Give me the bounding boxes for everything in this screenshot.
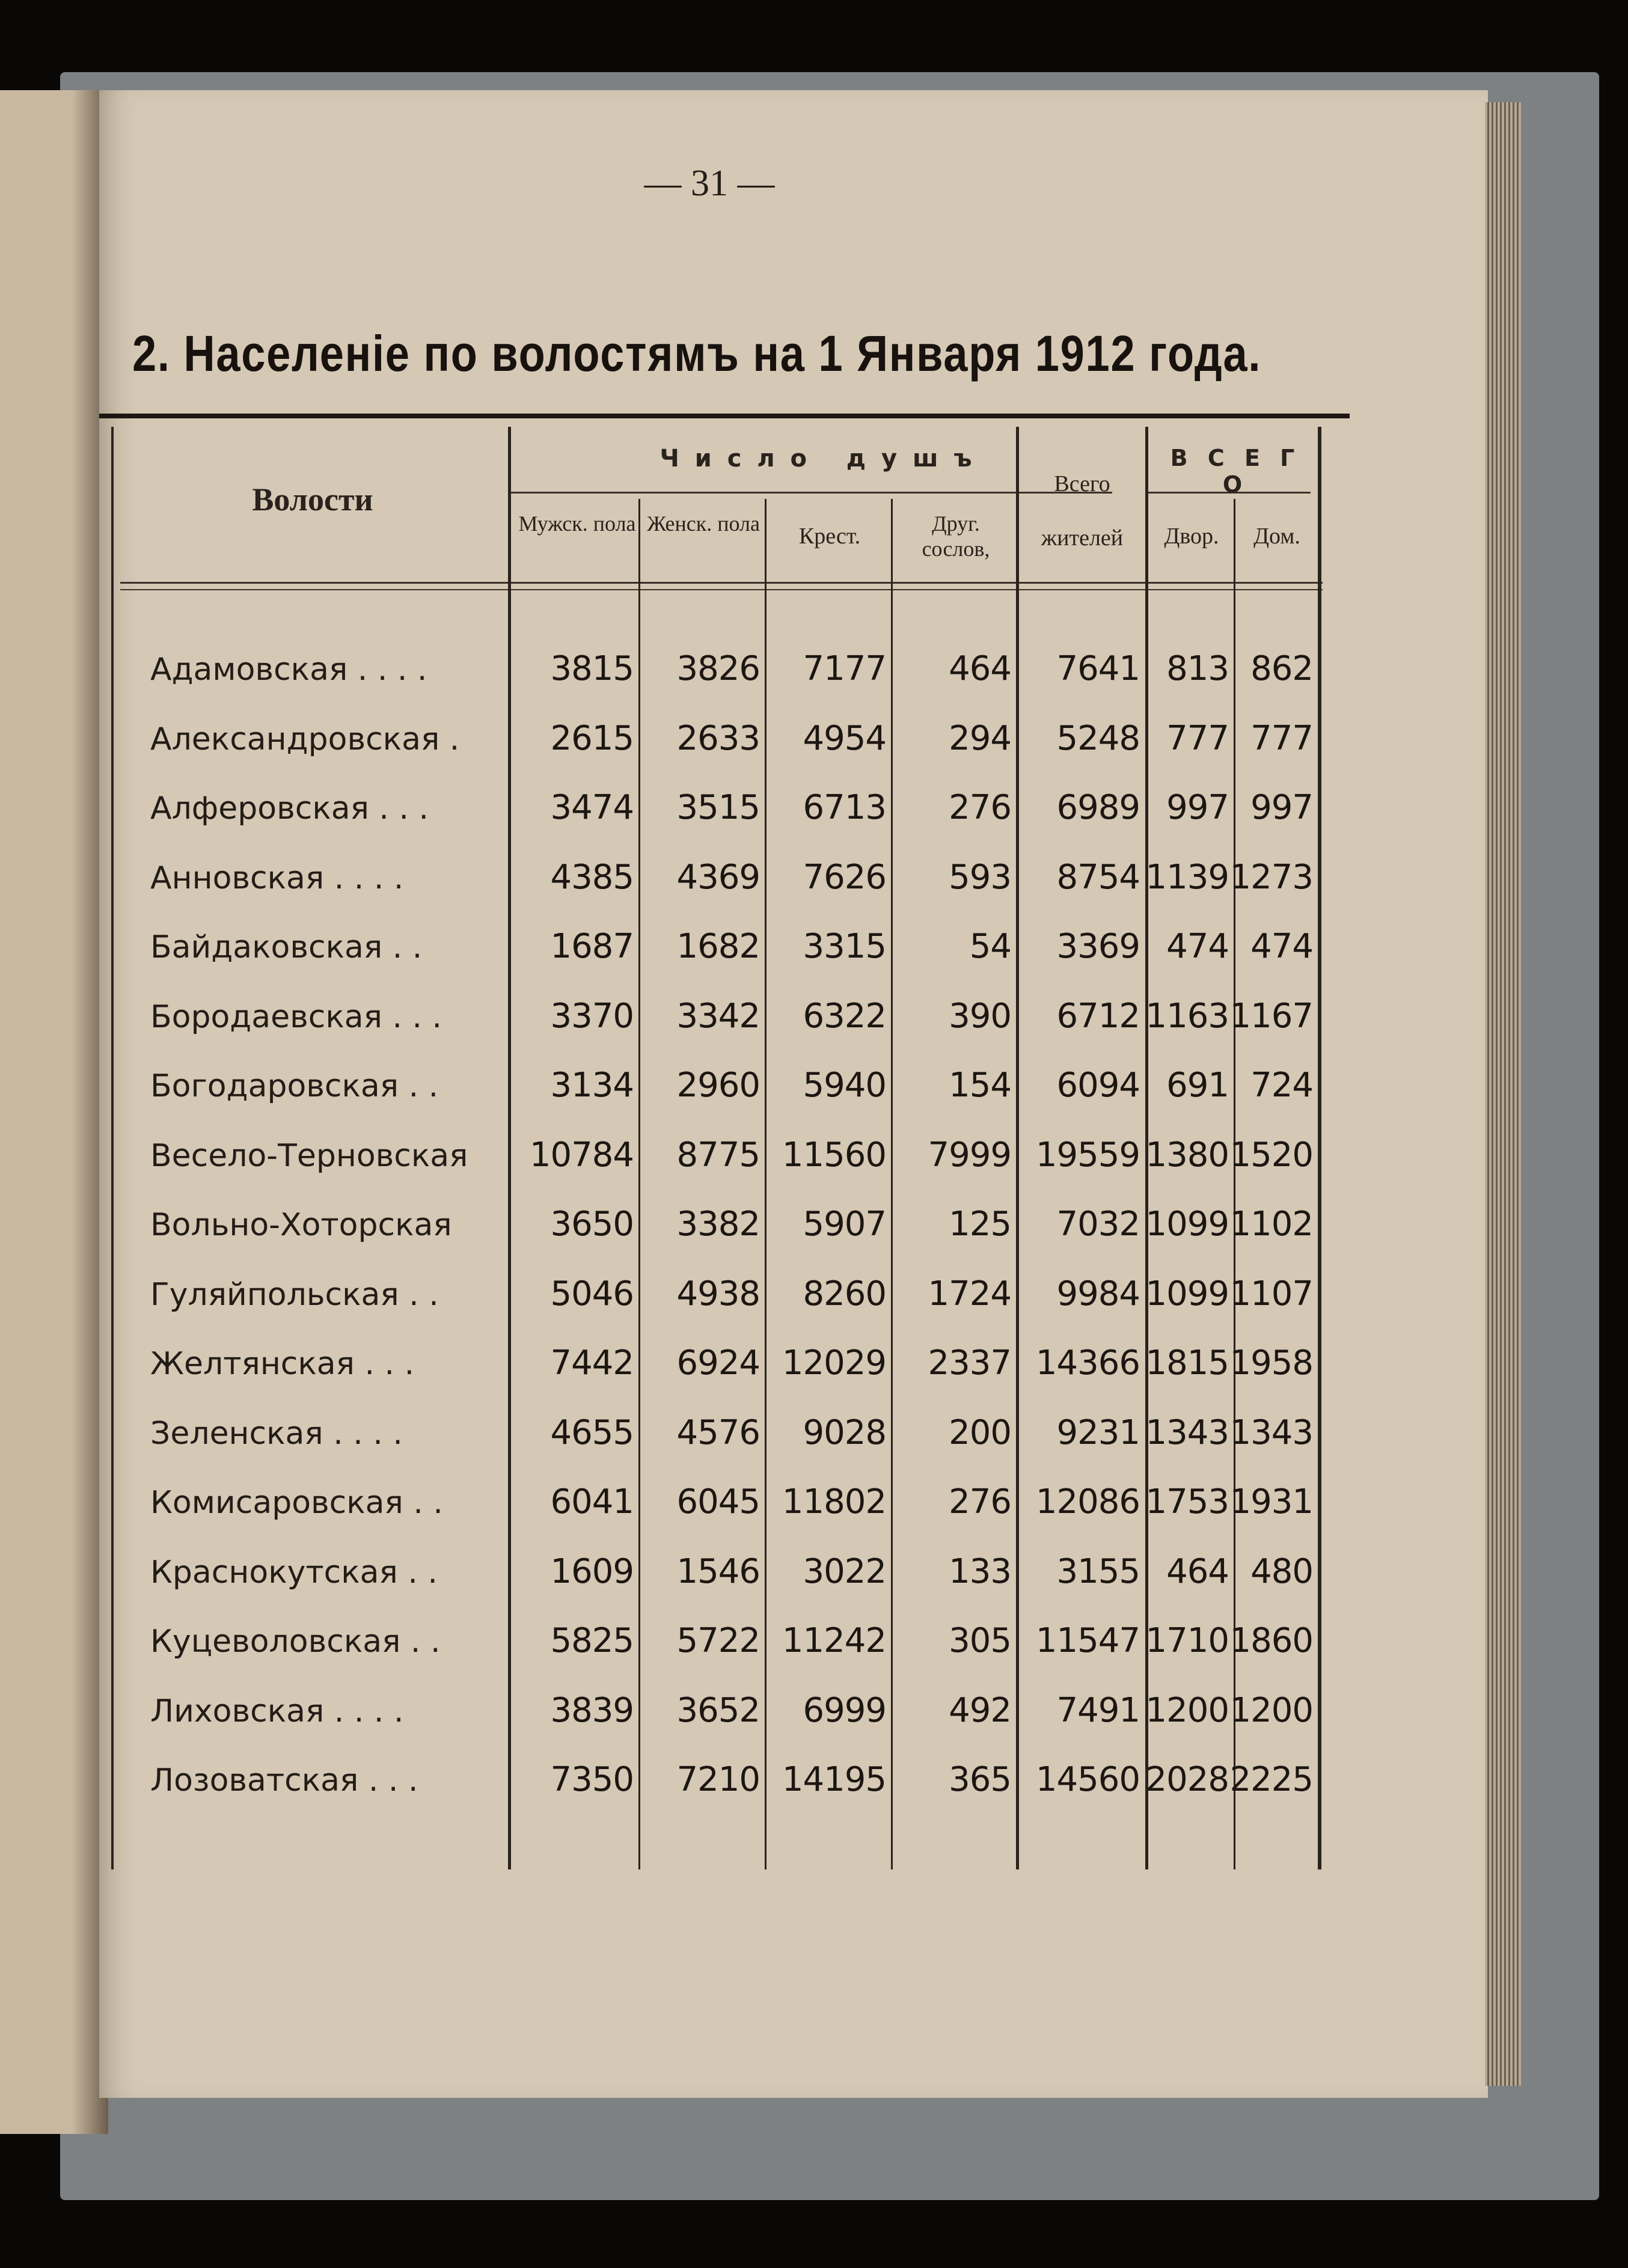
cell-female: 6924 (676, 1343, 760, 1383)
cell-male: 5046 (550, 1274, 634, 1313)
table-right-border (1318, 427, 1321, 1869)
cell-other: 54 (969, 927, 1011, 966)
cell-krest: 5940 (803, 1066, 886, 1105)
cell-male: 6041 (550, 1482, 634, 1521)
title-rule (99, 414, 1350, 418)
header-dom: Дом. (1253, 524, 1300, 549)
cell-krest: 6999 (803, 1690, 886, 1730)
cell-other: 305 (949, 1621, 1011, 1660)
header-vsego: В С Е Г О (1170, 445, 1301, 498)
cell-other: 492 (949, 1690, 1011, 1730)
header-male: Мужск. пола (518, 512, 636, 536)
cell-dom: 1860 (1229, 1621, 1313, 1660)
cell-total: 19559 (1035, 1135, 1140, 1175)
cell-female: 3652 (676, 1690, 760, 1730)
cell-dom: 777 (1250, 718, 1313, 758)
cell-dom: 862 (1250, 649, 1313, 688)
cell-female: 3515 (676, 788, 760, 827)
volost-name: Вольно-Хоторская (150, 1207, 452, 1243)
cell-female: 1682 (676, 927, 760, 966)
cell-female: 2633 (676, 718, 760, 758)
cell-dom: 997 (1250, 788, 1313, 827)
volost-name: Лиховская . . . . (150, 1693, 404, 1729)
cell-male: 1687 (550, 927, 634, 966)
cell-male: 3839 (550, 1690, 634, 1730)
cell-total: 14366 (1035, 1343, 1140, 1383)
cell-dom: 474 (1250, 927, 1313, 966)
cell-dvor: 1815 (1145, 1343, 1229, 1383)
cell-dom: 2225 (1229, 1760, 1313, 1799)
cell-dvor: 1343 (1145, 1413, 1229, 1452)
header-volosti: Волости (252, 481, 373, 518)
column-divider (638, 499, 640, 1869)
cell-total: 6094 (1056, 1066, 1140, 1105)
cell-dom: 1273 (1229, 857, 1313, 897)
cell-female: 4369 (676, 857, 760, 897)
volost-name: Байдаковская . . (150, 929, 423, 965)
cell-total: 12086 (1035, 1482, 1140, 1521)
volost-name: Богодаровская . . (150, 1068, 439, 1104)
volost-name: Краснокутская . . (150, 1554, 438, 1591)
cell-dvor: 1380 (1145, 1135, 1229, 1175)
volost-name: Куцеволовская . . (150, 1624, 441, 1660)
cell-male: 4655 (550, 1413, 634, 1452)
cell-dvor: 1753 (1145, 1482, 1229, 1521)
table-left-border (111, 427, 114, 1869)
cell-female: 4576 (676, 1413, 760, 1452)
page-number: — 31 — (644, 163, 775, 204)
cell-dom: 1200 (1229, 1690, 1313, 1730)
cell-krest: 7626 (803, 857, 886, 897)
cell-male: 10784 (529, 1135, 634, 1175)
cell-male: 7442 (550, 1343, 634, 1383)
cell-krest: 9028 (803, 1413, 886, 1452)
cell-female: 3382 (676, 1205, 760, 1244)
cell-total: 7641 (1056, 649, 1140, 688)
header-rule-double (120, 589, 1323, 590)
cell-male: 5825 (550, 1621, 634, 1660)
cell-other: 294 (949, 718, 1011, 758)
cell-krest: 6322 (803, 996, 886, 1036)
cell-female: 7210 (676, 1760, 760, 1799)
cell-dvor: 777 (1166, 718, 1229, 758)
column-divider (765, 499, 767, 1869)
cell-dvor: 464 (1166, 1551, 1229, 1591)
cell-total: 9984 (1056, 1274, 1140, 1313)
cell-total: 5248 (1056, 718, 1140, 758)
cell-total: 3369 (1056, 927, 1140, 966)
column-divider (1234, 499, 1235, 1869)
cell-dvor: 1163 (1145, 996, 1229, 1036)
cell-krest: 7177 (803, 649, 886, 688)
cell-other: 1724 (928, 1274, 1011, 1313)
cell-other: 200 (949, 1413, 1011, 1452)
cell-krest: 12029 (782, 1343, 886, 1383)
cell-dvor: 1099 (1145, 1274, 1229, 1313)
cell-male: 4385 (550, 857, 634, 897)
cell-dvor: 691 (1166, 1066, 1229, 1105)
volost-name: Александровская . (150, 721, 460, 757)
cell-total: 9231 (1056, 1413, 1140, 1452)
cell-total: 7032 (1056, 1205, 1140, 1244)
cell-other: 276 (949, 1482, 1011, 1521)
cell-krest: 8260 (803, 1274, 886, 1313)
page-edges (1485, 102, 1521, 2086)
column-divider (891, 499, 893, 1869)
cell-male: 3370 (550, 996, 634, 1036)
volost-name: Зеленская . . . . (150, 1415, 403, 1452)
volost-name: Желтянская . . . (150, 1346, 415, 1382)
cell-krest: 6713 (803, 788, 886, 827)
cell-other: 154 (949, 1066, 1011, 1105)
cell-other: 133 (949, 1551, 1011, 1591)
header-chislo-dush: Ч и с л о д у ш ъ (659, 445, 976, 472)
population-table (102, 421, 1329, 1869)
cell-other: 365 (949, 1760, 1011, 1799)
cell-male: 1609 (550, 1551, 634, 1591)
cell-other: 276 (949, 788, 1011, 827)
volost-name: Анновская . . . . (150, 860, 404, 896)
cell-total: 3155 (1056, 1551, 1140, 1591)
cell-other: 2337 (928, 1343, 1011, 1383)
header-krest: Крест. (798, 524, 861, 549)
header-total: Всего жителей (1041, 471, 1124, 551)
cell-female: 8775 (676, 1135, 760, 1175)
cell-krest: 11242 (782, 1621, 886, 1660)
cell-dom: 1107 (1229, 1274, 1313, 1313)
cell-dvor: 1139 (1145, 857, 1229, 897)
cell-other: 593 (949, 857, 1011, 897)
cell-male: 3815 (550, 649, 634, 688)
cell-krest: 11802 (782, 1482, 886, 1521)
cell-krest: 11560 (782, 1135, 886, 1175)
header-female: Женск. пола (647, 512, 760, 536)
cell-dom: 1931 (1229, 1482, 1313, 1521)
cell-other: 7999 (928, 1135, 1011, 1175)
cell-dom: 1167 (1229, 996, 1313, 1036)
cell-female: 3342 (676, 996, 760, 1036)
cell-total: 7491 (1056, 1690, 1140, 1730)
cell-dom: 1343 (1229, 1413, 1313, 1452)
cell-total: 8754 (1056, 857, 1140, 897)
cell-dvor: 997 (1166, 788, 1229, 827)
cell-female: 5722 (676, 1621, 760, 1660)
page-title: 2. Населеніе по волостямъ на 1 Января 1912 года. (132, 325, 1262, 382)
volost-name: Адамовская . . . . (150, 652, 427, 688)
header-other: Друг. сослов, (922, 512, 990, 561)
header-rule (120, 582, 1323, 584)
cell-female: 6045 (676, 1482, 760, 1521)
volost-name: Бородаевская . . . (150, 998, 442, 1035)
cell-dom: 480 (1250, 1551, 1313, 1591)
cell-female: 1546 (676, 1551, 760, 1591)
cell-male: 2615 (550, 718, 634, 758)
cell-total: 11547 (1035, 1621, 1140, 1660)
cell-krest: 3315 (803, 927, 886, 966)
cell-female: 3826 (676, 649, 760, 688)
cell-male: 3474 (550, 788, 634, 827)
cell-dvor: 1710 (1145, 1621, 1229, 1660)
cell-dom: 1958 (1229, 1343, 1313, 1383)
volost-name: Лозоватская . . . (150, 1762, 418, 1799)
cell-other: 464 (949, 649, 1011, 688)
volost-name: Алферовская . . . (150, 790, 429, 827)
cell-dom: 724 (1250, 1066, 1313, 1105)
volost-name: Комисаровская . . (150, 1485, 443, 1521)
cell-dvor: 2028 (1145, 1760, 1229, 1799)
cell-other: 390 (949, 996, 1011, 1036)
cell-dvor: 813 (1166, 649, 1229, 688)
cell-other: 125 (949, 1205, 1011, 1244)
cell-female: 4938 (676, 1274, 760, 1313)
cell-male: 3134 (550, 1066, 634, 1105)
cell-female: 2960 (676, 1066, 760, 1105)
cell-dvor: 474 (1166, 927, 1229, 966)
cell-total: 6712 (1056, 996, 1140, 1036)
column-divider (1016, 427, 1019, 1869)
cell-male: 7350 (550, 1760, 634, 1799)
cell-total: 14560 (1035, 1760, 1140, 1799)
cell-dom: 1102 (1229, 1205, 1313, 1244)
cell-krest: 3022 (803, 1551, 886, 1591)
cell-total: 6989 (1056, 788, 1140, 827)
cell-krest: 5907 (803, 1205, 886, 1244)
cell-male: 3650 (550, 1205, 634, 1244)
volost-name: Гуляйпольская . . (150, 1276, 439, 1313)
cell-dvor: 1200 (1145, 1690, 1229, 1730)
cell-krest: 14195 (782, 1760, 886, 1799)
cell-krest: 4954 (803, 718, 886, 758)
header-dvor: Двор. (1164, 524, 1219, 549)
cell-dom: 1520 (1229, 1135, 1313, 1175)
cell-dvor: 1099 (1145, 1205, 1229, 1244)
volost-name: Весело-Терновская (150, 1137, 468, 1174)
